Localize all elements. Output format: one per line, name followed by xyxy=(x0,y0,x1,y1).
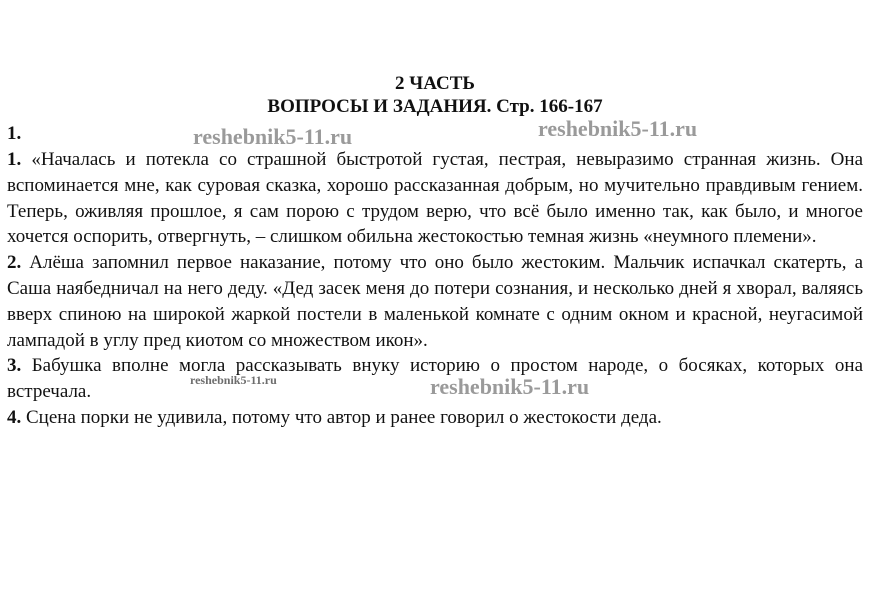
answer-paragraph-2 xyxy=(7,250,863,353)
answer-number-2: 2. xyxy=(7,252,22,274)
answer-paragraph-1 xyxy=(7,147,863,250)
answer-paragraph-4 xyxy=(7,405,863,431)
answer-number-3: 3. xyxy=(7,355,22,377)
answer-text-1: «Началась и потекла со страшной быстротой густая, пестрая, невыразимо странная жизнь. Она вспоминается мне, как суровая сказка, хорошо рассказанная добрым, но мучительно правдивым гением. Теперь, оживляя прошлое, я сам порою с трудом верю, что всё было именно так, как было, и многое хочется оспорить, отвергнуть, – слишком обильна жестокостью темная жизнь «неумного племени». xyxy=(7,149,864,248)
part-title: 2 ЧАСТЬ xyxy=(395,73,475,94)
answer-text-2: Алёша запомнил первое наказание, потому что оно было жестоким. Мальчик испачкал скатерть, а Саша наябедничал на него деду. «Дед засек меня до потери сознания, и несколько дней я хворал, валяясь вверх спиною на широкой жаркой постели в маленькой комнате с одним окном и красной, неугасимой лампадой в углу пред киотом со множеством икон». xyxy=(7,252,864,351)
first-item-number: 1. xyxy=(7,123,22,144)
watermark: reshebnik5-11.ru xyxy=(430,374,590,399)
answer-text-4: Сцена порки не удивила, потому что автор и ранее говорил о жестокости деда. xyxy=(26,406,662,428)
answer-number-4: 4. xyxy=(7,406,22,428)
answer-text-3: Бабушка вполне могла рассказывать внуку историю о простом народе, о босяках, которых она встречала. xyxy=(7,355,863,403)
answer-number-1: 1. xyxy=(7,149,22,170)
section-title: ВОПРОСЫ И ЗАДАНИЯ. Стр. 166-167 xyxy=(267,96,603,117)
watermark: reshebnik5-11.ru xyxy=(193,124,353,149)
watermark: reshebnik5-11.ru xyxy=(190,373,277,387)
watermark: reshebnik5-11.ru xyxy=(538,116,698,141)
